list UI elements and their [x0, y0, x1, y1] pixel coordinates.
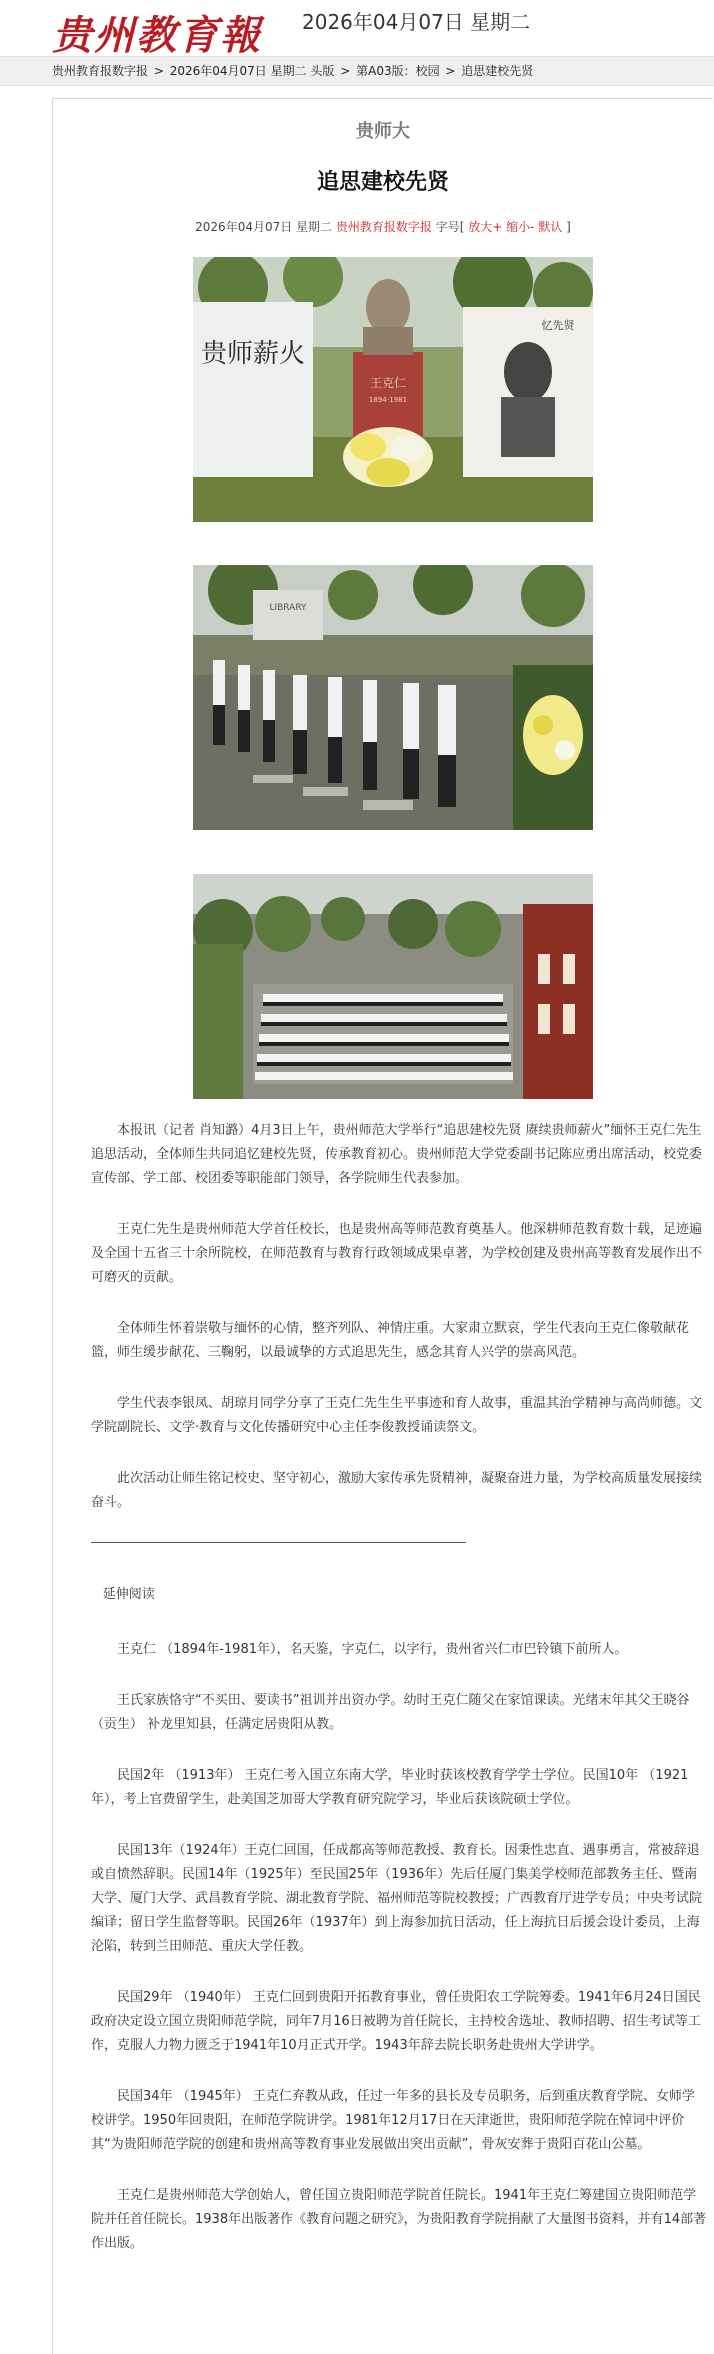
assembly-aerial-photo [193, 874, 593, 1099]
library-sign: LIBRARY [269, 603, 307, 613]
bust-years: 1894-1981 [368, 396, 408, 404]
memorial-bust-photo [193, 257, 593, 522]
issue-date: 2026年04月07日 星期二 [302, 10, 531, 34]
breadcrumb [0, 57, 714, 86]
extended-paragraph: 民国13年（1924年）王克仁回国，任成都高等师范教授、教育长。因秉性忠直、遇事勇言，常被辞退或自愤然辞职。民国14年（1925年）至民国25年（1936年）先后任厦门集美学校师范部教务主任、暨南大学、厦门大学、武昌教育学院、湖北教育学院、福州师范等院校教授；广西教育厅进学专员；中央考试院编译；留日学生监督等职。民国26年（1937年）到上海参加抗日活动，任上海抗日后援会设计委员，上海沦陷，转到兰田师范、重庆大学任教。 [91, 1843, 703, 1954]
meta-source-link[interactable]: 贵州教育报数字报 [335, 220, 432, 234]
article-paragraph: 学生代表李银凤、胡琼月同学分享了王克仁先生生平事迹和育人故事，重温其治学精神与高尚师德。文学院副院长、文学·教育与文化传播研究中心主任李俊教授诵读祭文。 [91, 1396, 703, 1435]
article-paragraph: 本报讯（记者 肖知潞）4月3日上午，贵州师范大学举行“追思建校先贤 赓续贵师薪火”缅怀王克仁先生追思活动，全体师生共同追忆建校先贤，传承教育初心。贵州师范大学党委副书记陈应勇出席活动，校党委宣传部、学工部、校团委等职能部门领导，各学院师生代表参加。 [91, 1123, 703, 1186]
site-header [0, 0, 714, 57]
extended-paragraph: 王克仁是贵州师范大学创始人，曾任国立贵阳师范学院首任院长。1941年王克仁筹建国立贵阳师范学院并任首任院长。1938年出版著作《教育问题之研究》，为贵阳教育学院捐献了大量图书资料，并有14部著作出版。 [91, 2188, 707, 2251]
article-panel [52, 98, 713, 2354]
extended-paragraph: 民国34年 （1945年） 王克仁弃教从政，任过一年多的县长及专员职务，后到重庆教育学院、女师学校讲学。1950年回贵阳，在师范学院讲学。1981年12月17日在天津逝世，贵阳师范学院在悼词中评价其“为贵阳师范学院的创建和贵州高等教育事业发展做出突出贡献”，骨灰安葬于贵阳百花山公墓。 [91, 2089, 695, 2152]
extended-paragraph: 民国29年 （1940年） 王克仁回到贵阳开拓教育事业，曾任贵阳农工学院筹委。1941年6月24日国民政府决定设立国立贵阳师范学院，同年7月16日被聘为首任院长，主持校舍选址、教师招聘、招生考试等工作，克服人力物力匮乏于1941年10月正式开学。1943年辞去院长职务赴贵州大学讲学。 [91, 1990, 701, 2053]
bust-label: 王克仁 [369, 376, 407, 390]
breadcrumb-site-link[interactable]: 贵州教育报数字报 [52, 64, 149, 78]
font-size-label: 字号[ [435, 220, 465, 234]
article-body [91, 1119, 707, 2283]
breadcrumb-page-link[interactable]: 第A03版：校园 [356, 64, 440, 78]
column-name: 贵师大 [356, 121, 410, 142]
breadcrumb-separator: > [336, 64, 355, 78]
font-shrink-button[interactable]: 缩小- [506, 220, 535, 234]
extended-paragraph: 民国2年 （1913年） 王克仁考入国立东南大学，毕业时获该校教育学学士学位。民国10年 （1921年），考上官费留学生，赴美国芝加哥大学教育研究院学习，毕业后获该院硕士学位。 [91, 1768, 689, 1807]
article-title: 追思建校先贤 [316, 170, 449, 195]
font-size-close: ] [566, 220, 571, 234]
right-banner-text: 忆先贤 [541, 319, 575, 332]
article-meta [53, 218, 713, 235]
article-paragraph: 王克仁先生是贵州师范大学首任校长，也是贵州高等师范教育奠基人。他深耕师范教育数十载，足迹遍及全国十五省三十余所院校，在师范教育与教育行政领域成果卓著，为学校创建及贵州高等教育发展作出不可磨灭的贡献。 [91, 1222, 703, 1285]
extended-paragraph: 王氏家族恪守“不买田、要读书”祖训并出资办学。幼时王克仁随父在家馆课读。光绪末年其父王晓谷 （贡生） 补龙里知县，任满定居贵阳从教。 [91, 1693, 690, 1732]
breadcrumb-issue-link[interactable]: 2026年04月07日 星期二 头版 [169, 64, 335, 78]
extended-reading-heading: 延伸阅读 [102, 1587, 155, 1602]
breadcrumb-separator: > [441, 64, 460, 78]
newspaper-logo[interactable]: 贵州教育報 [52, 12, 262, 59]
section-divider [91, 1542, 466, 1543]
breadcrumb-separator: > [150, 64, 168, 78]
meta-date: 2026年04月07日 星期二 [195, 220, 333, 234]
font-default-button[interactable]: 默认 [538, 220, 563, 234]
article-paragraph: 全体师生怀着崇敬与缅怀的心情，整齐列队、神情庄重。大家肃立默哀，学生代表向王克仁像敬献花篮，师生缓步献花、三鞠躬，以最诚挚的方式追思先生，感念其育人兴学的崇高风范。 [91, 1321, 690, 1360]
left-banner-text: 贵师薪火 [200, 339, 306, 369]
breadcrumb-current: 追思建校先贤 [461, 64, 534, 78]
students-laying-flowers-photo [193, 565, 593, 830]
extended-paragraph: 王克仁 （1894年-1981年），名天鉴，字克仁，以字行，贵州省兴仁市巴铃镇下前所人。 [117, 1642, 628, 1657]
font-enlarge-button[interactable]: 放大+ [468, 220, 503, 234]
article-paragraph: 此次活动让师生铭记校史、坚守初心，激励大家传承先贤精神，凝聚奋进力量，为学校高质量发展接续奋斗。 [91, 1471, 703, 1510]
